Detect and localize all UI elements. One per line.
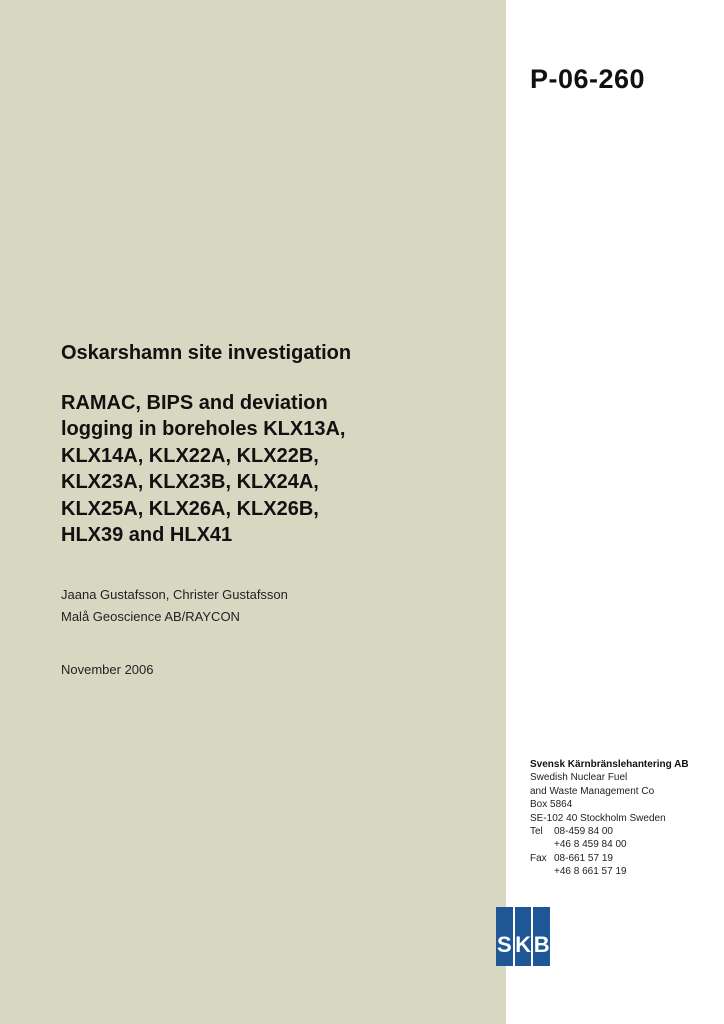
contact-label bbox=[530, 865, 554, 878]
publisher-line: Box 5864 bbox=[530, 799, 573, 811]
contact-value: 08-661 57 19 bbox=[554, 852, 613, 864]
report-number: P-06-260 bbox=[530, 64, 646, 94]
logo-letter: B bbox=[533, 907, 550, 966]
contact-label: Fax bbox=[530, 852, 547, 864]
authors: Jaana Gustafsson, Christer Gustafsson bbox=[61, 587, 288, 602]
title-line: logging in boreholes KLX13A, bbox=[61, 418, 346, 441]
report-title bbox=[61, 390, 501, 548]
contact-value: +46 8 661 57 19 bbox=[554, 866, 627, 878]
contact-value: +46 8 459 84 00 bbox=[554, 839, 627, 851]
logo-letter: S bbox=[496, 907, 513, 966]
author-block bbox=[61, 584, 491, 628]
publisher-name: Svensk Kärnbränslehantering AB bbox=[530, 759, 689, 770]
affiliation: Malå Geoscience AB/RAYCON bbox=[61, 609, 240, 624]
title-line: KLX14A, KLX22A, KLX22B, bbox=[61, 444, 319, 467]
publisher-line: and Waste Management Co bbox=[530, 785, 655, 797]
series-title: Oskarshamn site investigation bbox=[61, 342, 352, 364]
logo-letter: K bbox=[515, 907, 532, 966]
skb-logo bbox=[496, 907, 550, 966]
publisher-block bbox=[530, 758, 720, 879]
contact-row bbox=[530, 838, 720, 851]
title-line: HLX39 and HLX41 bbox=[61, 524, 233, 547]
title-line: KLX23A, KLX23B, KLX24A, bbox=[61, 471, 319, 494]
title-line: RAMAC, BIPS and deviation bbox=[61, 392, 328, 414]
contact-label: Tel bbox=[530, 826, 543, 838]
contact-row bbox=[530, 865, 720, 878]
contact-label bbox=[530, 838, 554, 851]
contact-value: 08-459 84 00 bbox=[554, 826, 613, 838]
publication-date: November 2006 bbox=[61, 662, 154, 677]
title-line: KLX25A, KLX26A, KLX26B, bbox=[61, 497, 319, 520]
contact-row bbox=[530, 852, 720, 865]
publisher-line: Swedish Nuclear Fuel bbox=[530, 772, 628, 784]
contact-row bbox=[530, 825, 720, 838]
publisher-line: SE-102 40 Stockholm Sweden bbox=[530, 812, 666, 824]
